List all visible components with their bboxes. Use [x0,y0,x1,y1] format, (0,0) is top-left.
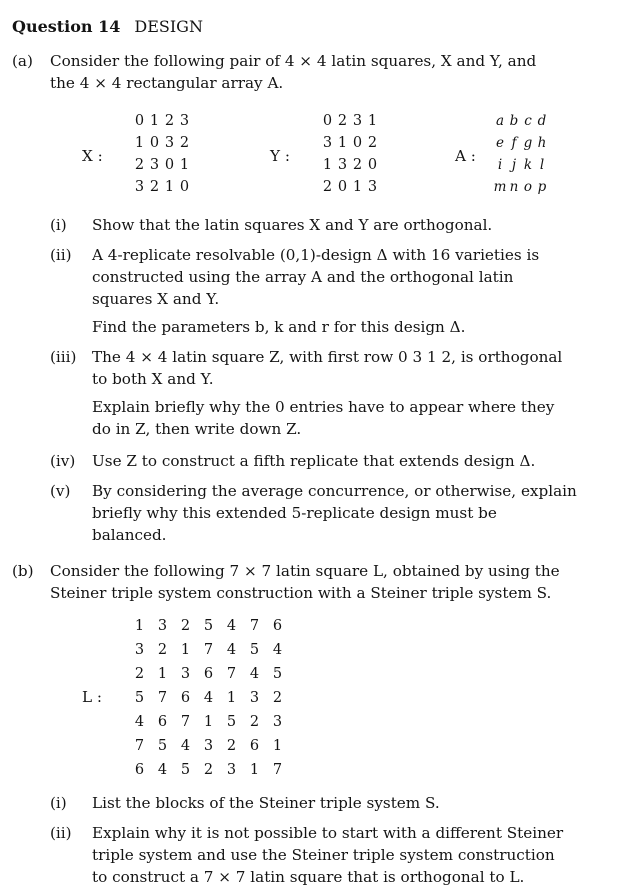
part-b-i-label: (i) [50,794,67,812]
matrix-cell: 2 [164,113,175,129]
matrix-cell: 7 [134,738,145,754]
matrix-row [493,110,549,132]
matrix-cell: n [509,179,519,195]
matrix-cell: 2 [203,762,214,778]
matrix-cell: 7 [226,666,237,682]
matrix-cell: 4 [203,690,214,706]
matrix-cell: e [496,135,504,151]
question-number: Question 14 [12,17,121,36]
matrix-cell: 4 [157,762,168,778]
matrix-cell: 4 [226,618,237,634]
matrix-cell: 1 [157,666,168,682]
matrix-cell: 5 [180,762,191,778]
matrix-cell: h [537,135,547,151]
part-a-i-line-1: Show that the latin squares X and Y are orthogonal. [92,216,493,234]
matrix-cell: 1 [180,642,191,658]
matrix-row [128,758,289,782]
matrix-cell: 7 [203,642,214,658]
matrix-cell: 1 [249,762,260,778]
part-a-iii-line-1: The 4 × 4 latin square Z, with first row 0 3 1 2, is orthogonal [92,348,563,366]
matrix-cell: 0 [352,135,363,151]
matrix-row [128,662,289,686]
matrix-cell: 4 [134,714,145,730]
matrix-cell: 2 [180,618,191,634]
matrix-cell: 1 [226,690,237,706]
matrix-cell: 4 [226,642,237,658]
matrix-row [132,176,192,198]
matrix-cell: 2 [226,738,237,754]
part-b-intro-line-1: Consider the following 7 × 7 latin square L, obtained by using the [50,562,560,580]
matrix-cell: c [524,113,532,129]
matrix-cell: 3 [352,113,363,129]
matrix-y [320,110,380,198]
matrix-cell: 5 [157,738,168,754]
matrix-cell: j [511,157,517,173]
matrix-cell: 2 [322,179,333,195]
matrix-row [132,110,192,132]
part-b-label: (b) [12,562,34,580]
matrix-cell: 1 [149,113,160,129]
matrix-cell: 3 [134,179,145,195]
matrix-cell: 0 [149,135,160,151]
matrix-cell: 3 [180,666,191,682]
part-b-ii-line-1: Explain why it is not possible to start with a different Steiner [92,824,564,842]
matrix-cell: 3 [337,157,348,173]
matrix-row [128,614,289,638]
matrix-row [128,686,289,710]
part-a-label: (a) [12,52,33,70]
matrix-cell: 6 [134,762,145,778]
matrix-cell: 2 [272,690,283,706]
matrix-cell: 3 [134,642,145,658]
matrix-cell: 1 [272,738,283,754]
matrix-cell: 2 [134,666,145,682]
matrix-cell: 1 [134,135,145,151]
question-topic: DESIGN [134,17,203,36]
matrix-row [128,710,289,734]
matrix-cell: 2 [134,157,145,173]
matrix-x-label: X : [82,147,103,165]
part-a-ii-label: (ii) [50,246,72,264]
part-a-v-line-2: briefly why this extended 5-replicate design must be [92,504,497,522]
matrix-cell: 2 [249,714,260,730]
matrix-cell: g [523,135,533,151]
matrix-cell: 0 [179,179,190,195]
matrix-cell: 0 [134,113,145,129]
matrix-a [493,110,549,198]
matrix-cell: 0 [367,157,378,173]
matrix-cell: 1 [164,179,175,195]
part-a-v-label: (v) [50,482,71,500]
matrix-row [132,154,192,176]
matrix-cell: l [539,157,545,173]
part-b-ii-line-2: triple system and use the Steiner triple system construction [92,846,555,864]
matrix-cell: 2 [149,179,160,195]
matrix-cell: f [511,135,517,151]
matrix-cell: k [523,157,533,173]
matrix-l [128,614,289,782]
matrix-cell: 6 [249,738,260,754]
matrix-cell: p [537,179,547,195]
matrix-cell: 1 [134,618,145,634]
matrix-cell: b [509,113,519,129]
matrix-cell: 3 [157,618,168,634]
matrix-x [132,110,192,198]
question-heading [12,16,203,38]
matrix-row [320,132,380,154]
matrix-row [493,176,549,198]
matrix-cell: 2 [352,157,363,173]
matrix-cell: 1 [337,135,348,151]
matrix-row [132,132,192,154]
matrix-cell: 1 [179,157,190,173]
matrix-cell: 3 [203,738,214,754]
part-a-intro-line-2: the 4 × 4 rectangular array A. [50,74,284,92]
matrix-l-label: L : [82,688,103,706]
matrix-cell: 6 [272,618,283,634]
part-a-iv-label: (iv) [50,452,76,470]
matrix-cell: 0 [164,157,175,173]
part-b-intro-line-2: Steiner triple system construction with a Steiner triple system S. [50,584,552,602]
matrix-cell: 7 [249,618,260,634]
part-b-ii-line-3: to construct a 7 × 7 latin square that is orthogonal to L. [92,868,525,886]
matrix-cell: 1 [352,179,363,195]
part-a-ii-line-3: squares X and Y. [92,290,220,308]
matrix-cell: 6 [157,714,168,730]
matrix-cell: a [495,113,505,129]
matrix-row [320,110,380,132]
matrix-row [128,638,289,662]
matrix-cell: 3 [367,179,378,195]
matrix-cell: 4 [272,642,283,658]
matrix-a-label: A : [455,147,476,165]
matrix-cell: d [537,113,547,129]
matrix-row [320,176,380,198]
matrix-cell: 4 [249,666,260,682]
matrix-cell: 2 [157,642,168,658]
part-b-ii-label: (ii) [50,824,72,842]
matrix-cell: 3 [164,135,175,151]
matrix-cell: 5 [272,666,283,682]
matrix-y-label: Y : [270,147,290,165]
matrix-cell: 5 [226,714,237,730]
matrix-cell: o [523,179,533,195]
part-a-v-line-1: By considering the average concurrence, or otherwise, explain [92,482,577,500]
matrix-row [320,154,380,176]
matrix-cell: 3 [179,113,190,129]
matrix-cell: 6 [180,690,191,706]
matrix-cell: 0 [337,179,348,195]
matrix-cell: 1 [203,714,214,730]
matrix-cell: 0 [322,113,333,129]
matrix-cell: 3 [226,762,237,778]
part-a-iii-line-3: Explain briefly why the 0 entries have to appear where they [92,398,555,416]
matrix-row [493,154,549,176]
part-a-ii-line-1: A 4-replicate resolvable (0,1)-design Δ with 16 varieties is [92,246,540,264]
matrix-row [493,132,549,154]
part-b-i-line-1: List the blocks of the Steiner triple system S. [92,794,440,812]
matrix-cell: 3 [149,157,160,173]
matrix-cell: 5 [203,618,214,634]
matrix-cell: 2 [367,135,378,151]
matrix-cell: 6 [203,666,214,682]
part-a-iv-line-1: Use Z to construct a fifth replicate that extends design Δ. [92,452,536,470]
matrix-cell: i [497,157,503,173]
matrix-cell: 4 [180,738,191,754]
part-a-iii-line-4: do in Z, then write down Z. [92,420,302,438]
matrix-cell: 5 [134,690,145,706]
matrix-cell: 2 [179,135,190,151]
matrix-cell: 1 [322,157,333,173]
part-a-v-line-3: balanced. [92,526,167,544]
matrix-row [128,734,289,758]
part-a-ii-line-4: Find the parameters b, k and r for this design Δ. [92,318,466,336]
part-a-ii-line-2: constructed using the array A and the orthogonal latin [92,268,514,286]
matrix-cell: 5 [249,642,260,658]
part-a-iii-line-2: to both X and Y. [92,370,214,388]
matrix-cell: m [493,179,507,195]
matrix-cell: 7 [272,762,283,778]
part-a-i-label: (i) [50,216,67,234]
matrix-cell: 1 [367,113,378,129]
matrix-cell: 7 [157,690,168,706]
matrix-cell: 3 [322,135,333,151]
matrix-cell: 3 [272,714,283,730]
part-a-intro-line-1: Consider the following pair of 4 × 4 latin squares, X and Y, and [50,52,537,70]
matrix-cell: 3 [249,690,260,706]
matrix-cell: 7 [180,714,191,730]
part-a-iii-label: (iii) [50,348,77,366]
matrix-cell: 2 [337,113,348,129]
